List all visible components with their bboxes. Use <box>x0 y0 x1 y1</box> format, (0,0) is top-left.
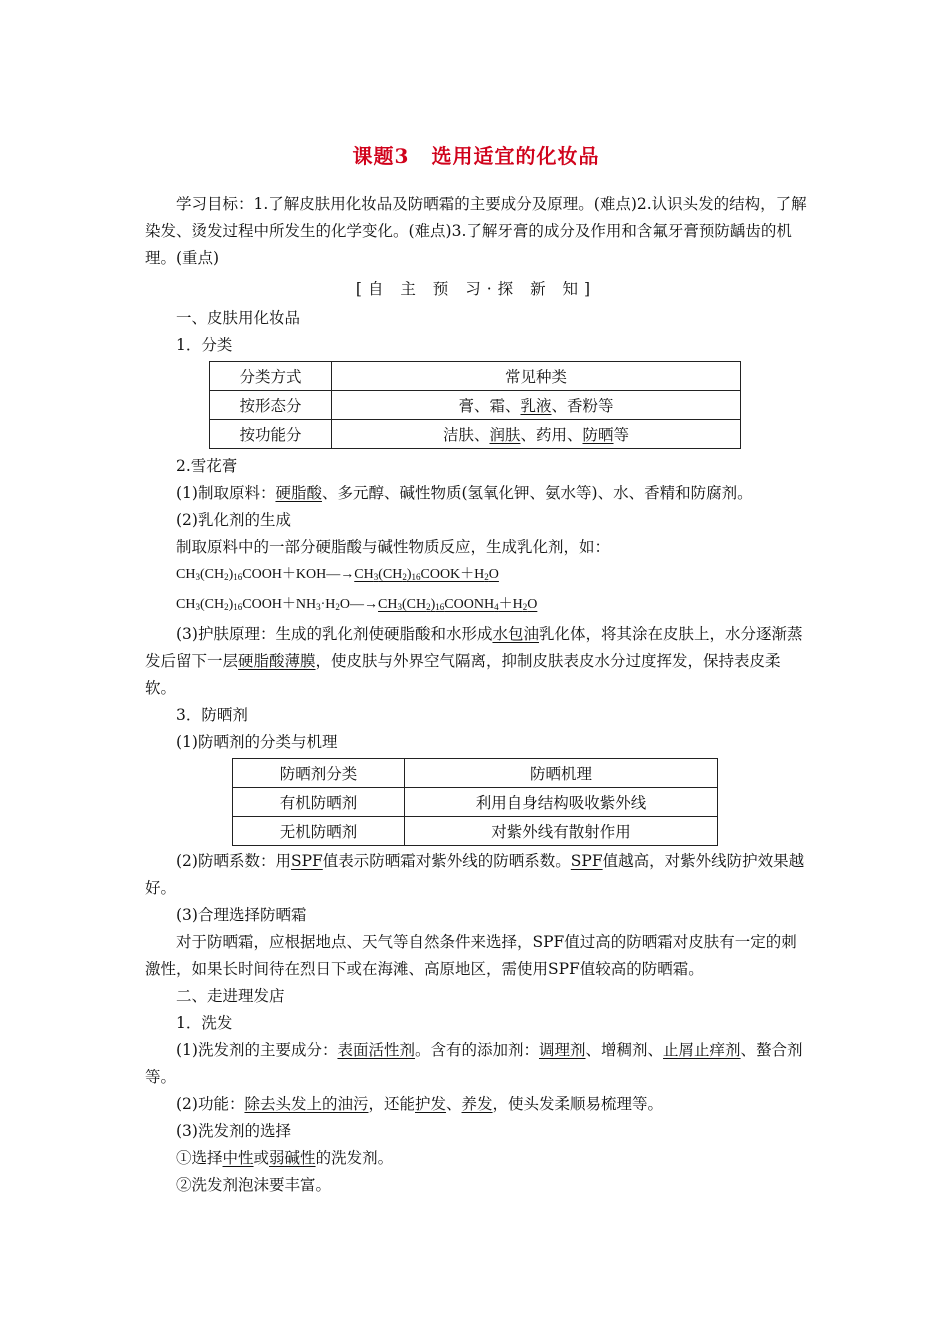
answer-blank: 硬脂酸薄膜 <box>238 652 316 670</box>
sunscreen-table <box>232 758 718 846</box>
section-heading-barber: 二、走进理发店 <box>176 987 285 1005</box>
text-segment: 、香粉等 <box>551 397 614 415</box>
text-segment: 值表示防晒霜对紫外线的防晒系数。 <box>322 852 571 870</box>
text-segment: (2)功能： <box>176 1095 245 1113</box>
table-cell: 无机防晒剂 <box>233 817 405 846</box>
text-segment: 、多元醇、碱性物质(氢氧化钾、氨水等)、水、香精和防腐剂。 <box>321 484 753 502</box>
text-segment: 、药用、 <box>520 426 583 444</box>
title-lesson-number: 课题3 <box>352 144 410 168</box>
text-segment: (1)洗发剂的主要成分： <box>176 1041 338 1059</box>
classification-table <box>209 361 741 449</box>
answer-blank: 止屑止痒剂 <box>663 1041 741 1059</box>
text-segment: (1)制取原料： <box>176 484 276 502</box>
list-item: ②洗发剂泡沫要丰富。 <box>176 1176 332 1194</box>
subheading-sunscreen: 3．防晒剂 <box>176 706 248 724</box>
table-cell: 按形态分 <box>210 391 332 420</box>
answer-blank: 中性 <box>222 1149 254 1167</box>
title-lesson-name: 选用适宜的化妆品 <box>431 144 600 168</box>
answer-blank: SPF <box>570 852 603 870</box>
text-segment: 、 <box>446 1095 462 1113</box>
text-segment: 、螯合剂等。 <box>145 1041 803 1086</box>
table-cell: 按功能分 <box>210 420 332 449</box>
table-cell <box>332 420 741 449</box>
paragraph-spf <box>145 848 807 902</box>
text-segment: ①选择 <box>176 1149 223 1167</box>
paragraph-choose-sunscreen-text: 对于防晒霜，应根据地点、天气等自然条件来选择，SPF值过高的防晒霜对皮肤有一定的刺激性，如果长时间待在烈日下或在海滩、高原地区，需使用SPF值较高的防晒霜。 <box>145 933 797 978</box>
answer-blank: 除去头发上的油污 <box>244 1095 369 1113</box>
section-banner: [自 主 预 习·探 新 知] <box>355 280 597 298</box>
learning-goals: 学习目标：1.了解皮肤用化妆品及防晒霜的主要成分及原理。(难点)2.认识头发的结构，了解染发、烫发过程中所发生的化学变化。(难点)3.了解牙膏的成分及作用和含氟牙膏预防龋齿的机理。(重点) <box>145 195 807 267</box>
answer-blank: 表面活性剂 <box>337 1041 415 1059</box>
paragraph-shampoo-choice: (3)洗发剂的选择 <box>176 1122 291 1140</box>
text-segment: 、增稠剂、 <box>585 1041 664 1059</box>
text-segment: ，使头发柔顺易梳理等。 <box>492 1095 664 1113</box>
answer-blank: $CH_3(CH_2)_{16}COONH_4+H_2O$ <box>378 597 538 612</box>
text-segment: ，还能 <box>368 1095 415 1113</box>
table-header-cell: 防晒剂分类 <box>233 759 405 788</box>
paragraph-shampoo-function <box>145 1091 807 1118</box>
text-segment: (2)防晒系数：用 <box>176 852 291 870</box>
text-segment: 值越高，对紫外线防护效果越好。 <box>145 852 805 897</box>
answer-blank: 养发 <box>461 1095 493 1113</box>
text-segment: 等 <box>613 426 630 444</box>
table-header-cell: 分类方式 <box>210 362 332 391</box>
paragraph-emulsifier-text: 制取原料中的一部分硬脂酸与碱性物质反应，生成乳化剂，如： <box>176 538 611 556</box>
table-row <box>233 817 718 846</box>
subheading-wash: 1．洗发 <box>176 1014 233 1032</box>
text-segment: 或 <box>253 1149 270 1167</box>
answer-blank: $CH_3(CH_2)_{16}COOK+H_2O$ <box>354 567 499 582</box>
document-page <box>145 140 807 1199</box>
text-segment: 乳化体，将其涂在皮肤上，水分逐渐蒸发后留下一层 <box>145 625 803 670</box>
paragraph-skin-care-principle <box>145 621 807 702</box>
table-header-cell: 防晒机理 <box>405 759 718 788</box>
paragraph-raw-materials <box>145 480 807 507</box>
answer-blank: 乳液 <box>520 397 552 415</box>
text-segment: 膏、霜、 <box>458 397 521 415</box>
table-cell <box>332 391 741 420</box>
answer-blank: 防晒 <box>582 426 614 444</box>
text-segment: (3)护肤原理：生成的乳化剂使硬脂酸和水形成 <box>176 625 493 643</box>
page-title <box>145 140 807 169</box>
text-segment: ，使皮肤与外界空气隔离，抑制皮肤表皮水分过度挥发，保持表皮柔软。 <box>145 652 781 697</box>
list-item <box>145 1145 807 1172</box>
section-heading-skin: 一、皮肤用化妆品 <box>176 309 301 327</box>
paragraph-choose-sunscreen: (3)合理选择防晒霜 <box>176 906 307 924</box>
table-header-row <box>233 759 718 788</box>
equation-koh: $CH_3(CH_2)_{16}COOH+KOH―\to CH_3(CH_2)_{16}COOK+H_2O$ <box>176 567 499 582</box>
table-row <box>210 420 741 449</box>
paragraph-emulsifier-heading: (2)乳化剂的生成 <box>176 511 291 529</box>
table-row <box>210 391 741 420</box>
answer-blank: 水包油 <box>492 625 539 643</box>
answer-blank: 弱碱性 <box>269 1149 316 1167</box>
text-segment: 洁肤、 <box>442 426 490 444</box>
text-segment: 的洗发剂。 <box>315 1149 394 1167</box>
answer-blank: 护发 <box>415 1095 447 1113</box>
paragraph-shampoo-ingredients <box>145 1037 807 1091</box>
table-cell: 有机防晒剂 <box>233 788 405 817</box>
table-row <box>233 788 718 817</box>
text-segment: 。含有的添加剂： <box>414 1041 539 1059</box>
answer-blank: SPF <box>290 852 323 870</box>
answer-blank: 硬脂酸 <box>275 484 322 502</box>
table-cell: 对紫外线有散射作用 <box>405 817 718 846</box>
subheading-cold-cream: 2.雪花膏 <box>176 457 238 475</box>
table-header-row <box>210 362 741 391</box>
answer-blank: 润肤 <box>489 426 521 444</box>
answer-blank: 调理剂 <box>539 1041 586 1059</box>
equation-ammonia: $CH_3(CH_2)_{16}COOH+NH_3\cdot H_2O―\to CH_3(CH_2)_{16}COONH_4+H_2O$ <box>176 597 538 612</box>
table-header-cell: 常见种类 <box>332 362 741 391</box>
paragraph-sunscreen-types: (1)防晒剂的分类与机理 <box>176 733 338 751</box>
table-cell: 利用自身结构吸收紫外线 <box>405 788 718 817</box>
subheading-classification: 1．分类 <box>176 336 233 354</box>
